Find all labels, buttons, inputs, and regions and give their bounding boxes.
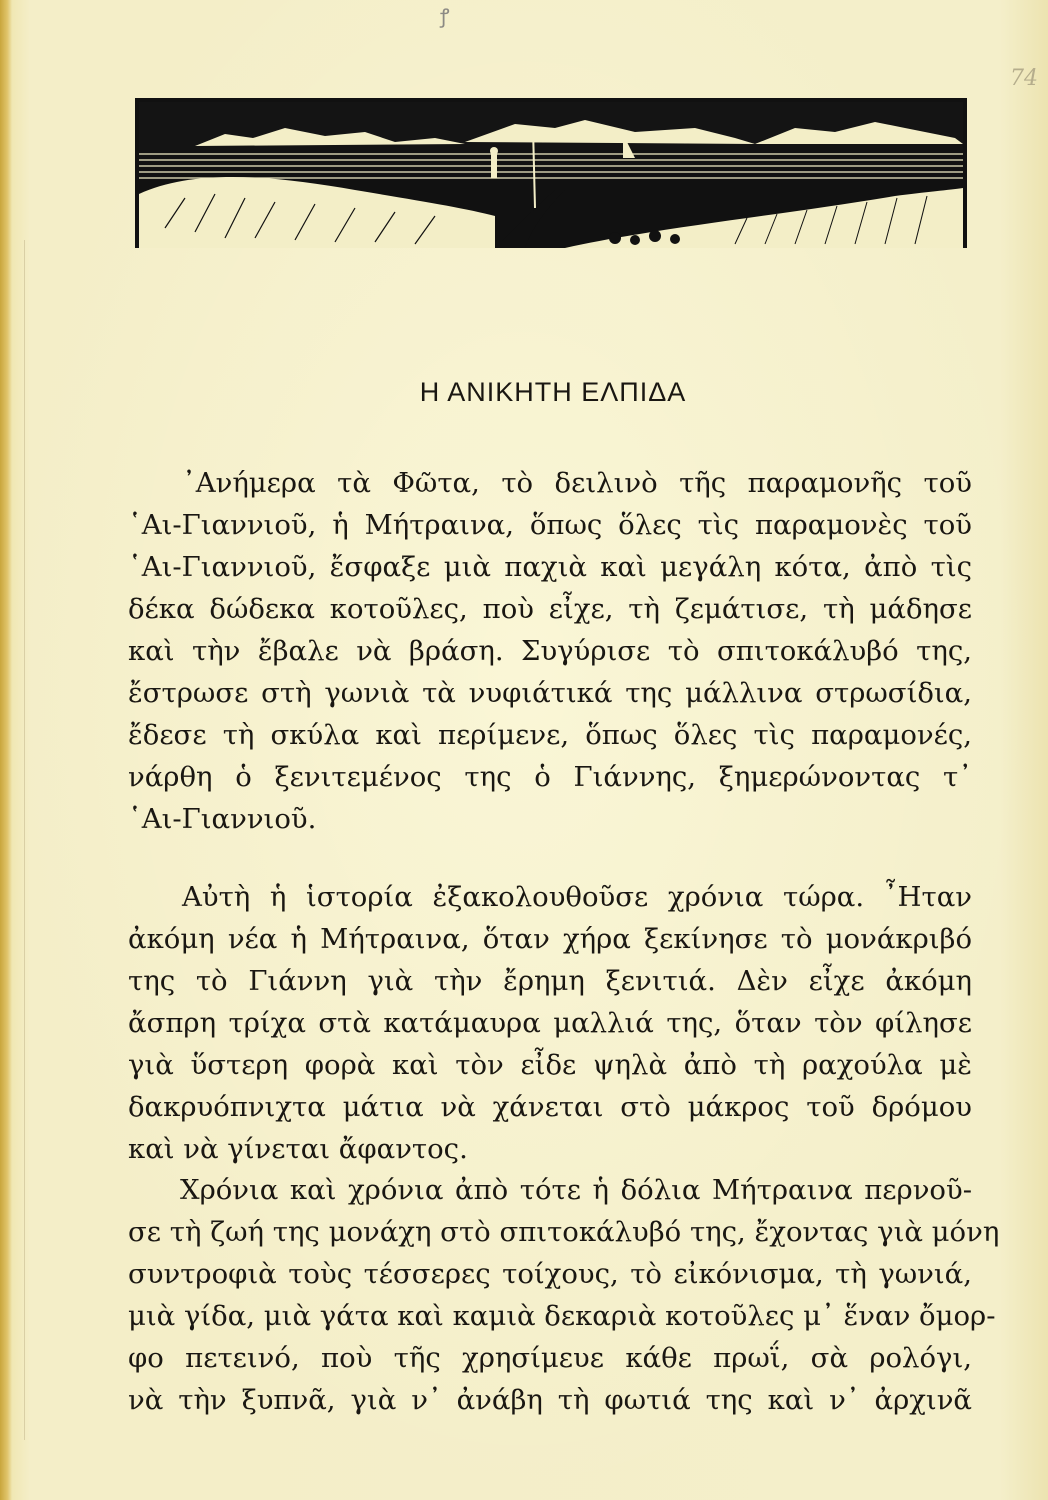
text-line: φο πετεινό, ποὺ τῆς χρησίμευε κάθε πρωΐ, σὰ ρολόγι, [128,1342,972,1374]
text-line: της τὸ Γιάννη γιὰ τὴν ἔρημη ξενιτιά. Δὲν εἶχε ἀκόμη [128,965,972,997]
text-line: δέκα δώδεκα κοτοῦλες, ποὺ εἶχε, τὴ ζεμάτισε, τὴ μάδησε [128,593,972,625]
text-line: ἄσπρη τρίχα στὰ κατάμαυρα μαλλιά της, ὅταν τὸν φίλησε [128,1007,972,1039]
text-line: νάρθη ὁ ξενιτεμένος της ὁ Γιάννης, ξημερώνοντας τ᾿ [128,761,972,793]
text-line: ἔστρωσε στὴ γωνιὰ τὰ νυφιάτικά της μάλλινα στρωσίδια, [128,677,972,709]
corner-page-number: 74 [1010,66,1038,91]
text-line: ῾Αι-Γιαννιοῦ. [128,803,317,835]
landscape-vignette [135,98,967,248]
text-line: ἔδεσε τὴ σκύλα καὶ περίμενε, ὅπως ὅλες τὶς παραμονές, [128,719,972,751]
text-line: ῾Αι-Γιαννιοῦ, ἡ Μήτραινα, ὅπως ὅλες τὶς παραμονὲς τοῦ [128,509,972,541]
text-line: γιὰ ὕστερη φορὰ καὶ τὸν εἶδε ψηλὰ ἀπὸ τὴ ραχούλα μὲ [128,1049,972,1081]
story-title: Η ΑΝΙΚΗΤΗ ΕΛΠΙΔΑ [419,377,687,407]
text-line: μιὰ γίδα, μιὰ γάτα καὶ καμιὰ δεκαριὰ κοτοῦλες μ᾿ ἕναν ὄμορ- [128,1300,996,1332]
text-line: σε τὴ ζωή της μονάχη στὸ σπιτοκάλυβό της, ἔχοντας γιὰ μόνη [128,1216,1000,1248]
text-line: Χρόνια καὶ χρόνια ἀπὸ τότε ἡ δόλια Μήτραινα περνοῦ- [180,1174,972,1206]
text-line: καὶ νὰ γίνεται ἄφαντος. [128,1133,468,1165]
text-line: ᾿Ανήμερα τὰ Φῶτα, τὸ δειλινὸ τῆς παραμονῆς τοῦ [182,467,972,499]
text-line: νὰ τὴν ξυπνᾶ, γιὰ ν᾿ ἀνάβη τὴ φωτιά της καὶ ν᾿ ἀρχινᾶ [128,1384,972,1416]
text-line: καὶ τὴν ἔβαλε νὰ βράση. Συγύρισε τὸ σπιτοκάλυβό της, [128,635,972,667]
text-line: Αὐτὴ ἡ ἱστορία ἐξακολουθοῦσε χρόνια τώρα. ῏Ηταν [182,881,972,913]
page-shadow-line [24,240,25,1440]
text-line: δακρυόπνιχτα μάτια νὰ χάνεται στὸ μάκρος τοῦ δρόμου [128,1091,972,1123]
text-line: ῾Αι-Γιαννιοῦ, ἔσφαξε μιὰ παχιὰ καὶ μεγάλη κότα, ἀπὸ τὶς [128,551,972,583]
text-line: ἀκόμη νέα ἡ Μήτραινα, ὅταν χήρα ξεκίνησε τὸ μονάκριβό [128,923,972,955]
binding-edge [0,0,12,1500]
text-line: συντροφιὰ τοὺς τέσσερες τοίχους, τὸ εἰκόνισμα, τὴ γωνιά, [128,1258,972,1290]
page-mark: ꝭ [440,4,450,28]
